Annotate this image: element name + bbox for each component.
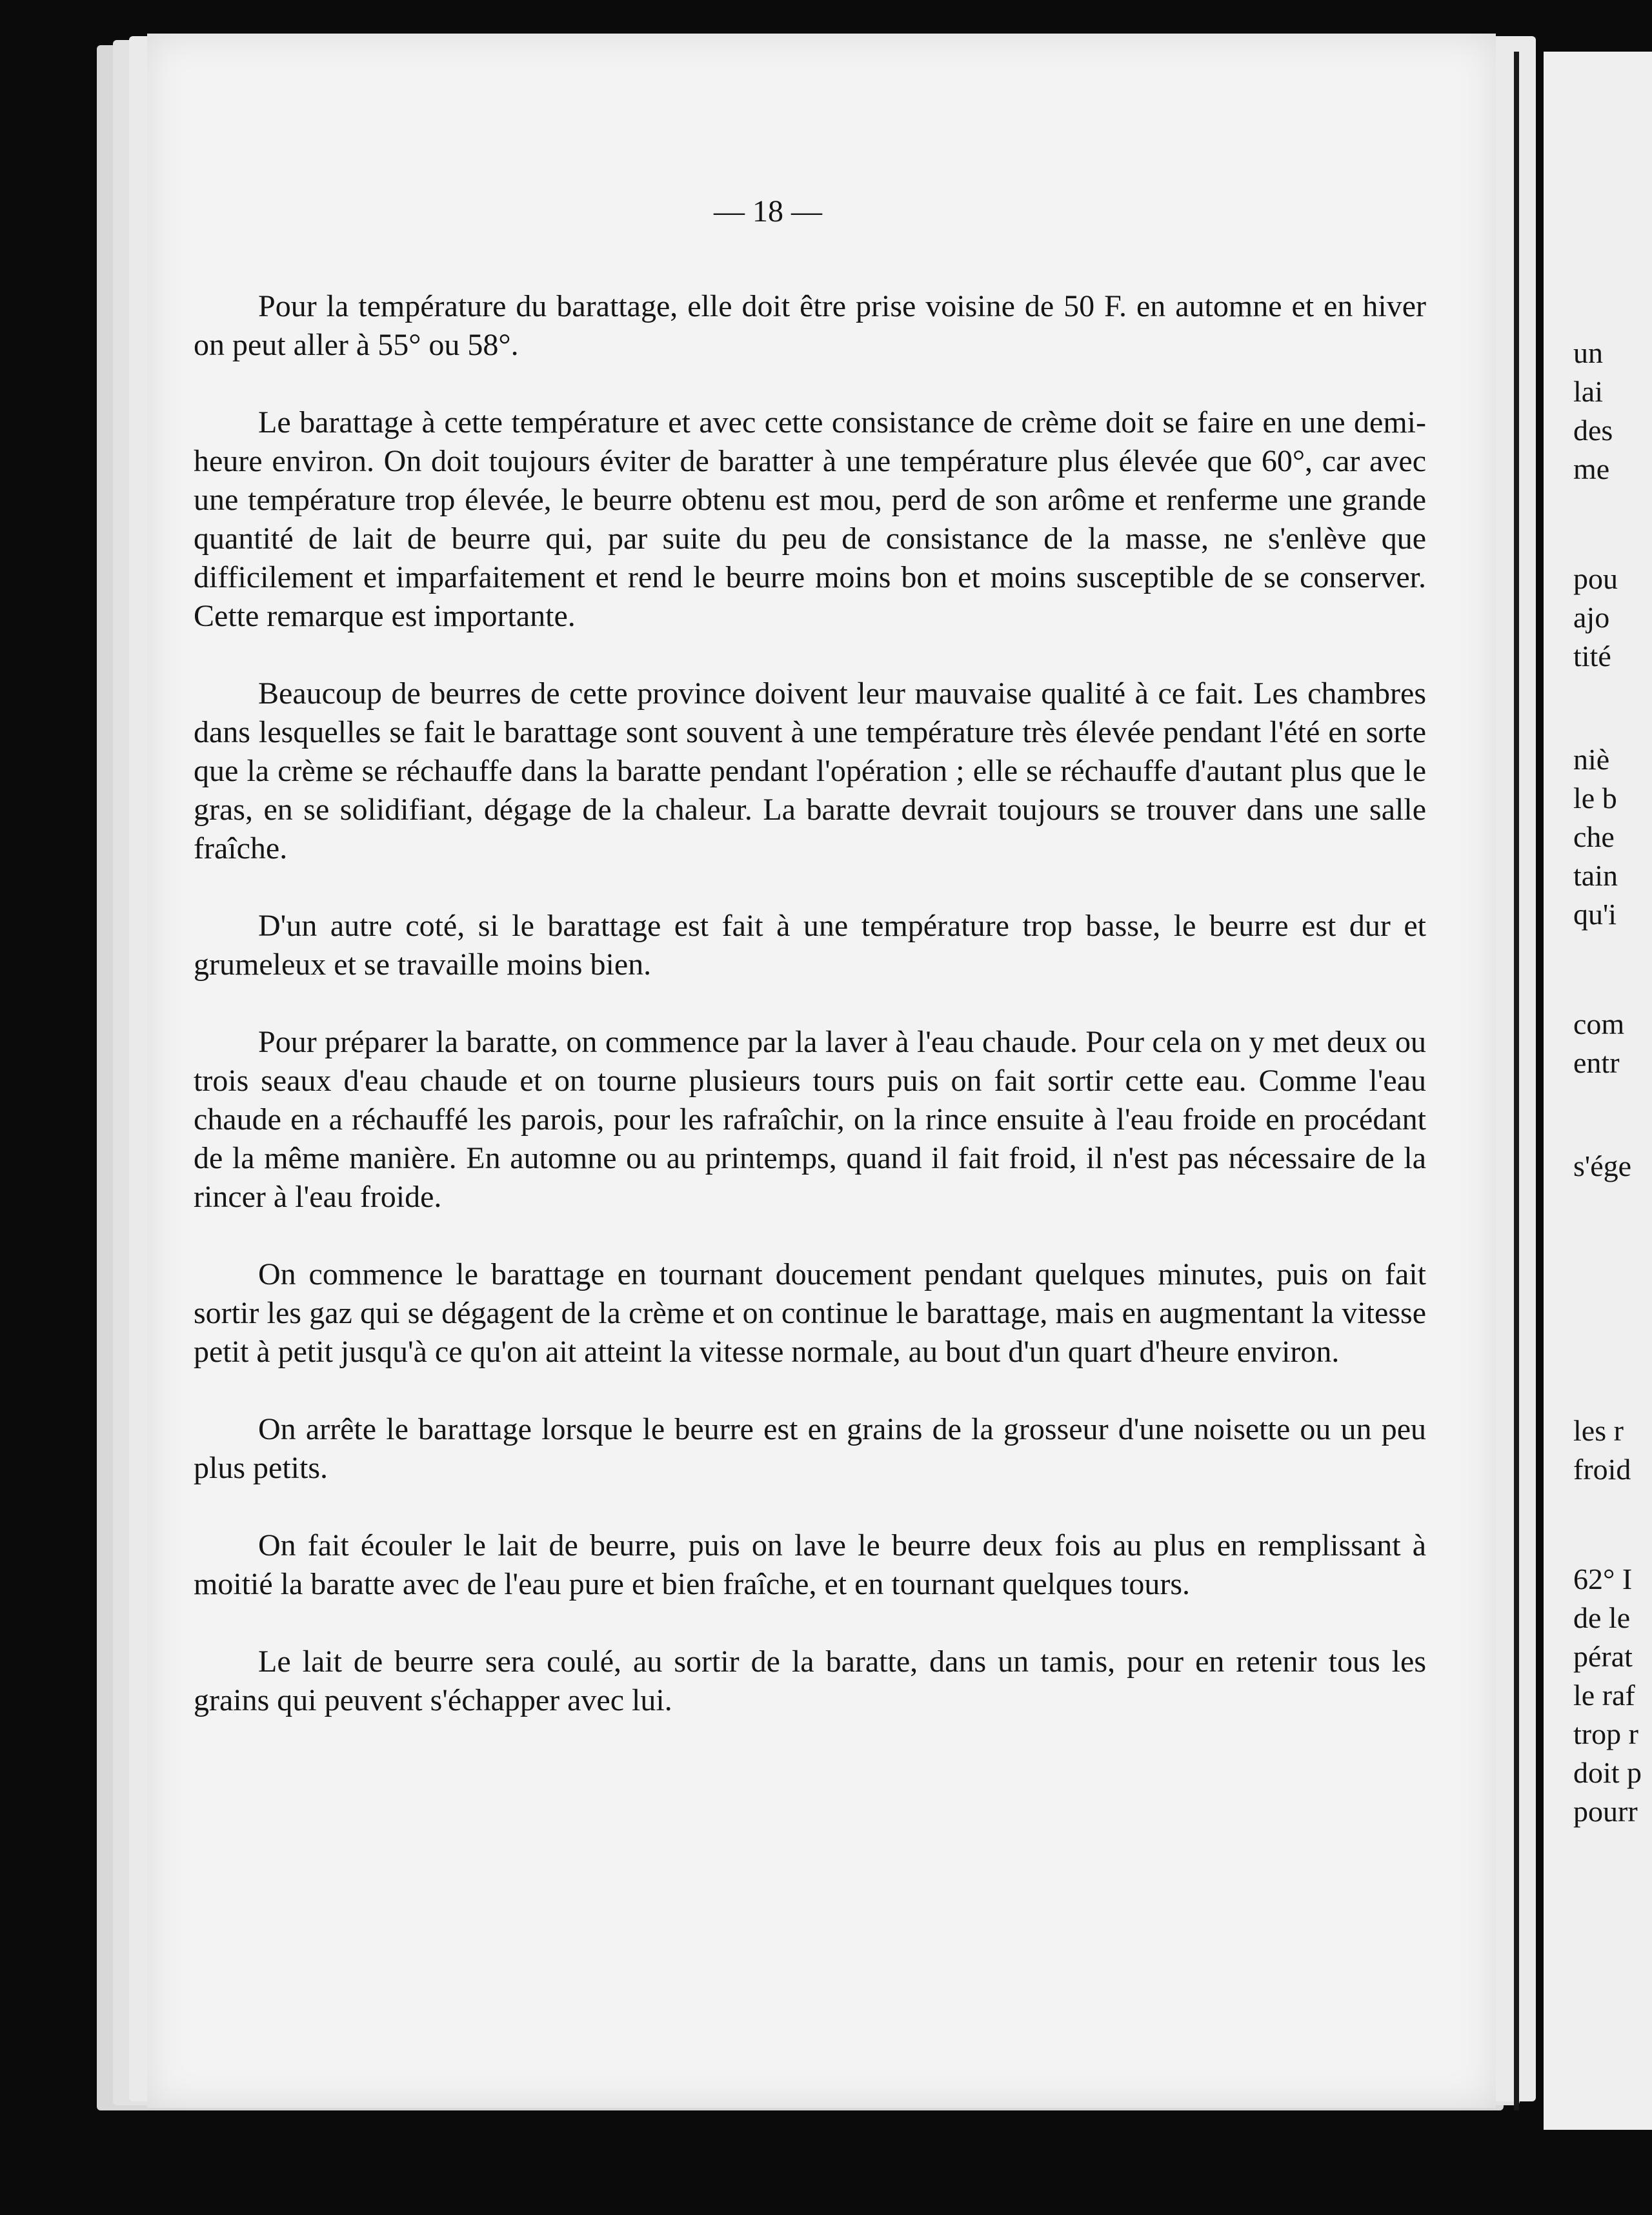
right-page-fragment: ajo (1573, 601, 1610, 634)
paragraph-low-temperature: D'un autre coté, si le barattage est fait à une température trop basse, le beurre est dur et grumeleux et se travaille moins bien. (194, 909, 1426, 982)
right-page-fragment: tain (1573, 859, 1618, 892)
paragraph-province: Beaucoup de beurres de cette province doivent leur mauvaise qualité à ce fait. Les chambres dans lesquelles se fait le barattage sont souvent à une température très élevée pendant l'été en sorte que la crème se réchauffe dans la baratte pendant l'opération ; elle se réchauffe d'autant plus que le gras, en se solidifiant, dégage de la chaleur. La baratte devrait toujours se trouver dans une salle fraîche. (194, 676, 1426, 865)
right-page (1544, 52, 1652, 2130)
right-page-fragment: tité (1573, 640, 1611, 673)
page-number: — 18 — (714, 194, 822, 228)
right-page-fragment: entr (1573, 1046, 1620, 1079)
right-page-fragment: de le (1573, 1601, 1631, 1634)
right-page-fragment: trop r (1573, 1717, 1638, 1750)
right-page-fragment: 62° I (1573, 1563, 1633, 1595)
right-page-fragment: le b (1573, 782, 1617, 814)
right-page-fragment: doit p (1573, 1756, 1642, 1789)
right-page-fragment: niè (1573, 743, 1610, 776)
page-body (194, 287, 1426, 1759)
right-page-fragment: s'ége (1573, 1149, 1632, 1182)
book-gutter (1514, 52, 1519, 2110)
right-page-fragment: me (1573, 452, 1610, 485)
right-page-fragment: un (1573, 336, 1603, 369)
paragraph-stop-churning: On arrête le barattage lorsque le beurre est en grains de la grosseur d'une noisette ou un peu plus petits. (194, 1412, 1426, 1485)
right-page-fragment: pou (1573, 562, 1618, 595)
paragraph-temperature: Pour la température du barattage, elle doit être prise voisine de 50 F. en automne et en hiver on peut aller à 55° ou 58°. (194, 289, 1426, 362)
paragraph-duration: Le barattage à cette température et avec cette consistance de crème doit se faire en une demi-heure environ. On doit toujours éviter de baratter à une température plus élevée que 60°, car avec une température trop élevée, le beurre obtenu est mou, perd de son arôme et renferme une grande quantité de lait de beurre qui, par suite du peu de consistance de la masse, ne s'enlève que difficilement et imparfaitement et rend le beurre moins bon et moins susceptible de se conserver. Cette remarque est importante. (194, 405, 1426, 633)
right-page-fragment: che (1573, 820, 1615, 853)
right-page-fragment: com (1573, 1007, 1625, 1040)
right-page-fragment: lai (1573, 375, 1603, 408)
paragraph-start-churning: On commence le barattage en tournant doucement pendant quelques minutes, puis on fait sortir les gaz qui se dégagent de la crème et on continue le barattage, mais en augmentant la vitesse petit à petit jusqu'à ce qu'on ait atteint la vitesse normale, au bout d'un quart d'heure environ. (194, 1257, 1426, 1369)
right-page-fragment: pérat (1573, 1640, 1633, 1673)
right-page-fragment: des (1573, 414, 1613, 447)
paragraph-preparation: Pour préparer la baratte, on commence par la laver à l'eau chaude. Pour cela on y met deux ou trois seaux d'eau chaude et on tourne plusieurs tours puis on fait sortir cette eau. Comme l'eau chaude en a réchauffé les parois, pour les rafraîchir, on la rince ensuite à l'eau froide en procédant de la même manière. En automne ou au printemps, quand il fait froid, il n'est pas nécessaire de la rincer à l'eau froide. (194, 1025, 1426, 1214)
right-page-fragment: froid (1573, 1453, 1631, 1486)
right-page-fragment: qu'i (1573, 898, 1617, 931)
paragraph-washing: On fait écouler le lait de beurre, puis on lave le beurre deux fois au plus en remplissant à moitié la baratte avec de l'eau pure et bien fraîche, et en tournant quelques tours. (194, 1528, 1426, 1601)
right-page-fragment: le raf (1573, 1679, 1635, 1712)
right-page-fragment: les r (1573, 1414, 1624, 1447)
paragraph-straining: Le lait de beurre sera coulé, au sortir de la baratte, dans un tamis, pour en retenir tous les grains qui peuvent s'échapper avec lui. (194, 1644, 1426, 1717)
right-page-fragment: pourr (1573, 1795, 1638, 1828)
